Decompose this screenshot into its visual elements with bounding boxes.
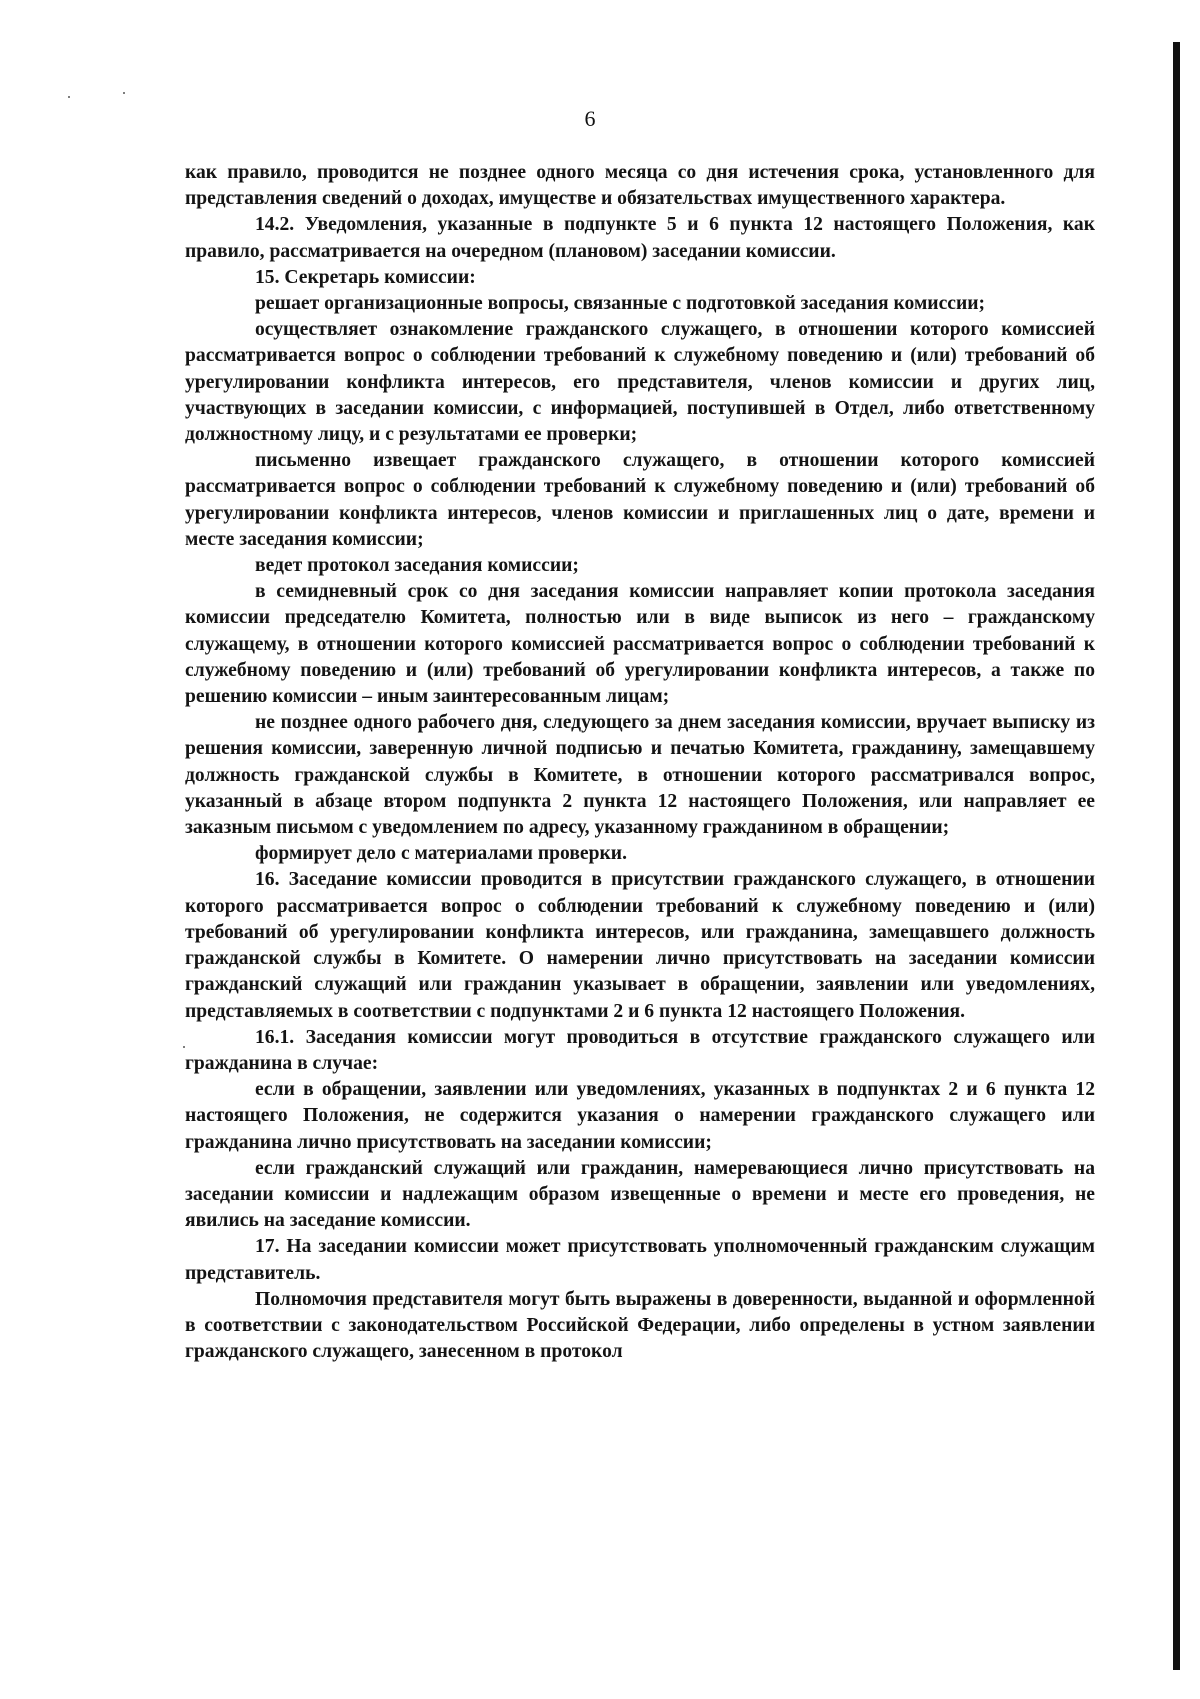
paragraph-15-item: осуществляет ознакомление гражданского служащего, в отношении которого комиссией рассматривается вопрос о соблюдении требований к служебному поведению и (или) требований об урегулировании конфликта интересов, его представителя, членов комиссии и других лиц, участвующих в заседании комиссии, с информацией, поступившей в Отдел, либо ответственному должностному лицу, и с результатами ее проверки; — [185, 319, 1095, 446]
paragraph-15-heading: 15. Секретарь комиссии: — [255, 266, 476, 288]
scan-edge-border — [1173, 42, 1180, 1670]
page-number: 6 — [584, 106, 596, 131]
document-body — [185, 160, 1095, 1365]
paragraph-15-item: формирует дело с материалами проверки. — [255, 843, 627, 865]
paragraph-17-continuation: Полномочия представителя могут быть выражены в доверенности, выданной и оформленной в соответствии с законодательством Российской Федерации, либо определены в устном заявлении гражданского служащего, занесенном в протокол — [185, 1288, 1095, 1363]
paragraph-15-item: ведет протокол заседания комиссии; — [255, 555, 579, 577]
paragraph-16-1-item: если в обращении, заявлении или уведомлениях, указанных в подпунктах 2 и 6 пункта 12 настоящего Положения, не содержится указания о намерении гражданского служащего или гражданина лично присутствовать на заседании комиссии; — [185, 1079, 1095, 1153]
scan-speck — [123, 92, 125, 94]
paragraph-15-item: не позднее одного рабочего дня, следующего за днем заседания комиссии, вручает выписку из решения комиссии, заверенную личной подписью и печатью Комитета, гражданину, замещавшему должность гражданской службы в Комитете, в отношении которого рассматривался вопрос, указанный в абзаце втором подпункта 2 пункта 12 настоящего Положения, или направляет ее заказным письмом с уведомлением по адресу, указанному гражданином в обращении; — [185, 712, 1095, 839]
paragraph-17: 17. На заседании комиссии может присутствовать уполномоченный гражданским служащим представитель. — [185, 1236, 1095, 1284]
paragraph-16: 16. Заседание комиссии проводится в присутствии гражданского служащего, в отношении которого рассматривается вопрос о соблюдении требований к служебному поведению и (или) требований об урегулировании конфликта интересов, или гражданина, замещавшего должность гражданской службы в Комитете. О намерении лично присутствовать на заседании комиссии гражданский служащий или гражданин указывает в обращении, заявлении или уведомлениях, представляемых в соответствии с подпунктами 2 и 6 пункта 12 настоящего Положения. — [185, 869, 1095, 1022]
paragraph-15-item: письменно извещает гражданского служащего, в отношении которого комиссией рассматривается вопрос о соблюдении требований к служебному поведению и (или) требований об урегулировании конфликта интересов, членов комиссии и приглашенных лиц о дате, времени и месте заседания комиссии; — [185, 450, 1095, 550]
paragraph-continuation: как правило, проводится не позднее одного месяца со дня истечения срока, установленного для представления сведений о доходах, имуществе и обязательствах имущественного характера. — [185, 162, 1095, 210]
paragraph-15-item: решает организационные вопросы, связанные с подготовкой заседания комиссии; — [255, 293, 986, 315]
scan-speck — [68, 96, 70, 98]
paragraph-14-2: 14.2. Уведомления, указанные в подпункте 5 и 6 пункта 12 настоящего Положения, как правило, рассматривается на очередном (плановом) заседании комиссии. — [185, 214, 1095, 262]
paragraph-16-1-item: если гражданский служащий или гражданин, намеревающиеся лично присутствовать на заседании комиссии и надлежащим образом извещенные о времени и месте его проведения, не явились на заседание комиссии. — [185, 1157, 1095, 1232]
paragraph-15-item: в семидневный срок со дня заседания комиссии направляет копии протокола заседания комиссии председателю Комитета, полностью или в виде выписок из него – гражданскому служащему, в отношении которого комиссией рассматривается вопрос о соблюдении требований к служебному поведению и (или) требований об урегулировании конфликта интересов, а также по решению комиссии – иным заинтересованным лицам; — [185, 581, 1095, 708]
paragraph-16-1: 16.1. Заседания комиссии могут проводиться в отсутствие гражданского служащего или гражданина в случае: — [185, 1026, 1095, 1074]
